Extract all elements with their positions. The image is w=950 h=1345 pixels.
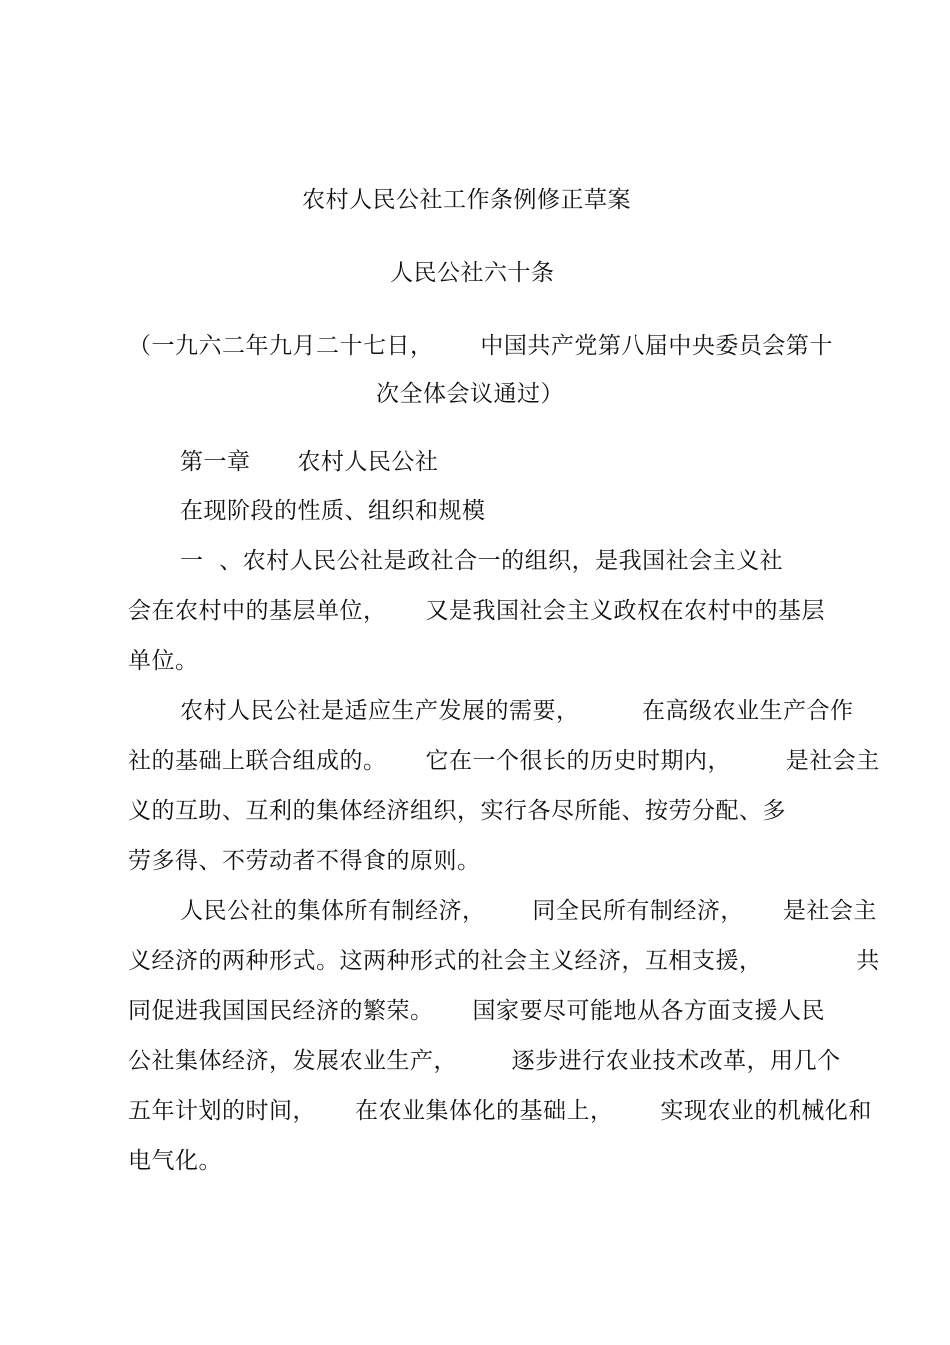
paragraph-3-line-5: 五年计划的时间， 在农业集体化的基础上， 实现农业的机械化和	[128, 1098, 872, 1124]
paragraph-2-line-2: 社的基础上联合组成的。 它在一个很长的历史时期内， 是社会主	[128, 748, 880, 774]
document-subtitle: 人民公社六十条	[390, 260, 555, 286]
paragraph-2-line-4: 劳多得、不劳动者不得食的原则。	[128, 848, 481, 874]
paragraph-3-line-1: 人民公社的集体所有制经济， 同全民所有制经济， 是社会主	[180, 898, 877, 924]
date-note-line-1: （一九六二年九月二十七日， 中国共产党第八届中央委员会第十	[128, 333, 833, 359]
paragraph-1-line-3: 单位。	[128, 648, 199, 674]
chapter-heading: 第一章 农村人民公社	[180, 449, 439, 475]
document-title: 农村人民公社工作条例修正草案	[302, 187, 631, 213]
paragraph-2-line-1: 农村人民公社是适应生产发展的需要， 在高级农业生产合作	[180, 698, 854, 724]
paragraph-3-line-2: 义经济的两种形式。这两种形式的社会主义经济，互相支援， 共	[128, 948, 880, 974]
date-note-line-2: 次全体会议通过）	[376, 381, 564, 407]
paragraph-1-line-1: 一 、农村人民公社是政社合一的组织，是我国社会主义社	[180, 548, 784, 574]
paragraph-1-line-2: 会在农村中的基层单位， 又是我国社会主义政权在农村中的基层	[128, 598, 826, 624]
chapter-subheading: 在现阶段的性质、组织和规模	[180, 498, 486, 524]
paragraph-2-line-3: 义的互助、互利的集体经济组织，实行各尽所能、按劳分配、多	[128, 798, 786, 824]
paragraph-3-line-4: 公社集体经济，发展农业生产， 逐步进行农业技术改革，用几个	[128, 1048, 841, 1074]
paragraph-3-line-6: 电气化。	[128, 1148, 222, 1174]
paragraph-3-line-3: 同促进我国国民经济的繁荣。 国家要尽可能地从各方面支援人民	[128, 998, 826, 1024]
